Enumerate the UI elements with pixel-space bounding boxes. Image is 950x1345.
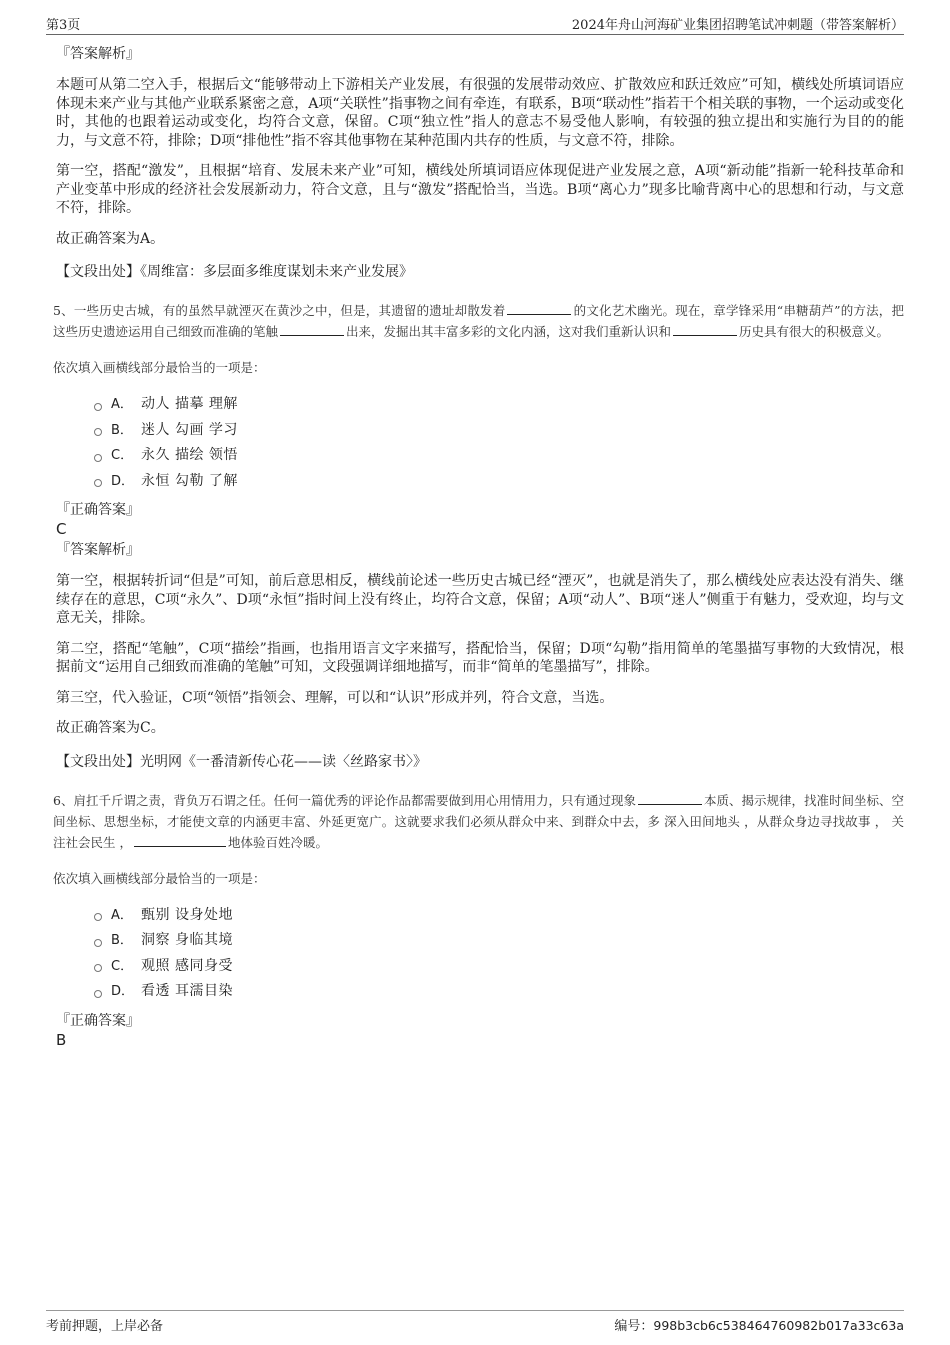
q5-options <box>94 392 904 494</box>
q6-text-3: 地体验百姓冷暖。 <box>227 834 328 850</box>
option-letter: B． <box>111 422 133 438</box>
q4-analysis-para-1: 本题可从第二空入手，根据后文“能够带动上下游相关产业发展，有很强的发展带动效应、扩散效应和跃迁效应”可知，横线处所填词语应体现未来产业与其他产业联系紧密之意，A项“关联性”指事物之间有牵连，有联系，B项“联动性”指若干个相关联的事物，一个运动或变化时，其他的也跟着运动或变化，均符合文意，保留。C项“独立性”指人的意志不易受他人影响，有较强的独立提出和实施行为目的的能力，与文意不符，排除；D项“排他性”指不容其他事物在某种范围内共存的性质，与文意不符，排除。 <box>56 77 904 149</box>
q5-instruction: 依次填入画横线部分最恰当的一项是： <box>53 360 266 375</box>
radio-icon[interactable] <box>94 990 102 998</box>
q5-analysis-label: 『答案解析』 <box>56 542 140 558</box>
radio-icon[interactable] <box>94 964 102 972</box>
footer-slogan: 考前押题，上岸必备 <box>46 1319 164 1334</box>
option-letter: B． <box>111 933 133 948</box>
q6-answer: B <box>56 1030 67 1049</box>
footer-code-label: 编号： <box>614 1319 654 1334</box>
radio-icon[interactable] <box>94 403 102 411</box>
option-text: 永恒 勾勒 了解 <box>141 472 238 489</box>
q5-answer: C <box>56 520 67 538</box>
q6-options <box>94 903 904 1005</box>
q5-text-1: 5、一些历史古城，有的虽然早就湮灭在黄沙之中，但是，其遗留的遗址却散发着 <box>53 303 506 318</box>
q5-option-b[interactable] <box>94 418 904 444</box>
q5-analysis-para-1: 第一空，根据转折词“但是”可知，前后意思相反，横线前论述一些历史古城已经“湮灭”，也就是消失了，那么横线处应表达没有消失、继续存在的意思，C项“永久”、D项“永恒”指时间上没有终止，均符合文意，保留；A项“动人”、B项“迷人”侧重于有魅力，受欢迎，均与文意无关，排除。 <box>56 573 904 626</box>
radio-icon[interactable] <box>94 479 102 487</box>
q6-instruction: 依次填入画横线部分最恰当的一项是： <box>53 870 266 886</box>
q5-analysis-para-2: 第二空，搭配“笔触”，C项“描绘”指画，也指用语言文字来描写，搭配恰当，保留；D项“勾勒”指用简单的笔墨描写事物的大致情况，根据前文“运用自己细致而准确的笔触”可知，文段强调详细地描写，而非“简单的笔墨描写”，排除。 <box>56 640 904 675</box>
radio-icon[interactable] <box>94 939 102 947</box>
q5-option-d[interactable] <box>94 469 904 495</box>
q5-conclusion: 故正确答案为C。 <box>56 720 165 736</box>
q5-source: 【文段出处】光明网《一番清新传心花——读〈丝路家书〉》 <box>56 753 427 770</box>
radio-icon[interactable] <box>94 454 102 462</box>
page-header <box>46 12 904 35</box>
radio-icon[interactable] <box>94 913 102 921</box>
q6-option-c[interactable] <box>94 954 904 980</box>
radio-icon[interactable] <box>94 428 102 436</box>
page-content <box>53 44 904 1049</box>
q4-source: 【文段出处】《周维富：多层面多维度谋划未来产业发展》 <box>56 264 413 280</box>
q5-text-2: 的文化艺术幽光。现在，章学锋采用“串糖葫芦”的方法，把这些历史遗迹运用自己细致而准确的笔触 <box>53 303 904 339</box>
q5-blank-1 <box>507 302 571 315</box>
q6-blank-2 <box>134 834 226 847</box>
q6-blank-1 <box>638 792 702 805</box>
page-number: 第3页 <box>46 18 81 33</box>
option-text: 甄别 设身处地 <box>141 906 233 923</box>
option-text: 迷人 勾画 学习 <box>141 421 238 438</box>
option-text: 永久 描绘 领悟 <box>141 447 238 463</box>
q5-question <box>53 300 904 342</box>
q6-option-d[interactable] <box>94 979 904 1005</box>
document-title: 2024年舟山河海矿业集团招聘笔试冲刺题（带答案解析） <box>571 18 904 33</box>
footer-code-value: 998b3cb6c538464760982b017a33c63a <box>653 1318 904 1333</box>
q4-conclusion: 故正确答案为A。 <box>56 230 165 247</box>
q5-analysis-para-3: 第三空，代入验证，C项“领悟”指领会、理解，可以和“认识”形成并列，符合文意，当选。 <box>56 689 614 706</box>
q6-text-2: 本质、揭示规律，找准时间坐标、空间坐标、思想坐标，才能使文章的内涵更丰富、外延更宽广。这就要求我们必须从群众中来、到群众中去，多 深入田间地头 ，从群众身边寻找故事 ， 关注社会民生 ， <box>53 792 904 850</box>
q5-option-a[interactable] <box>94 392 904 418</box>
q4-analysis-para-2: 第一空，搭配“激发”，且根据“培育、发展未来产业”可知，横线处所填词语应体现促进产业发展之意，A项“新动能”指新一轮科技革命和产业变革中形成的经济社会发展新动力，符合文意，且与“激发”搭配恰当，当选。B项“离心力”现多比喻背离中心的思想和行动，与文意不符，排除。 <box>56 163 904 216</box>
q5-text-4: 历史具有很大的积极意义。 <box>739 324 890 339</box>
option-text: 洞察 身临其境 <box>141 932 233 948</box>
q5-blank-2 <box>280 323 344 336</box>
q6-answer-label: 『正确答案』 <box>56 1012 140 1029</box>
option-letter: D． <box>111 984 135 999</box>
q6-option-b[interactable] <box>94 928 904 954</box>
footer-code <box>614 1315 904 1334</box>
option-letter: D． <box>111 473 135 489</box>
option-letter: C． <box>111 958 134 974</box>
q5-blank-3 <box>673 323 737 336</box>
page-footer <box>46 1310 904 1337</box>
q6-text-1: 6、肩扛千斤谓之责，背负万石谓之任。任何一篇优秀的评论作品都需要做到用心用情用力，只有通过现象 <box>53 792 636 808</box>
option-letter: A． <box>111 907 133 923</box>
option-text: 观照 感同身受 <box>141 957 233 974</box>
option-text: 动人 描摹 理解 <box>141 396 238 412</box>
q5-option-c[interactable] <box>94 443 904 469</box>
option-text: 看透 耳濡目染 <box>141 983 233 999</box>
q6-option-a[interactable] <box>94 903 904 929</box>
option-letter: A． <box>111 397 133 412</box>
q6-question <box>53 790 904 853</box>
q5-answer-label: 『正确答案』 <box>56 502 140 518</box>
option-letter: C． <box>111 448 134 463</box>
q5-text-3: 出来，发掘出其丰富多彩的文化内涵，这对我们重新认识和 <box>346 324 672 339</box>
q4-analysis-label: 『答案解析』 <box>56 46 140 62</box>
